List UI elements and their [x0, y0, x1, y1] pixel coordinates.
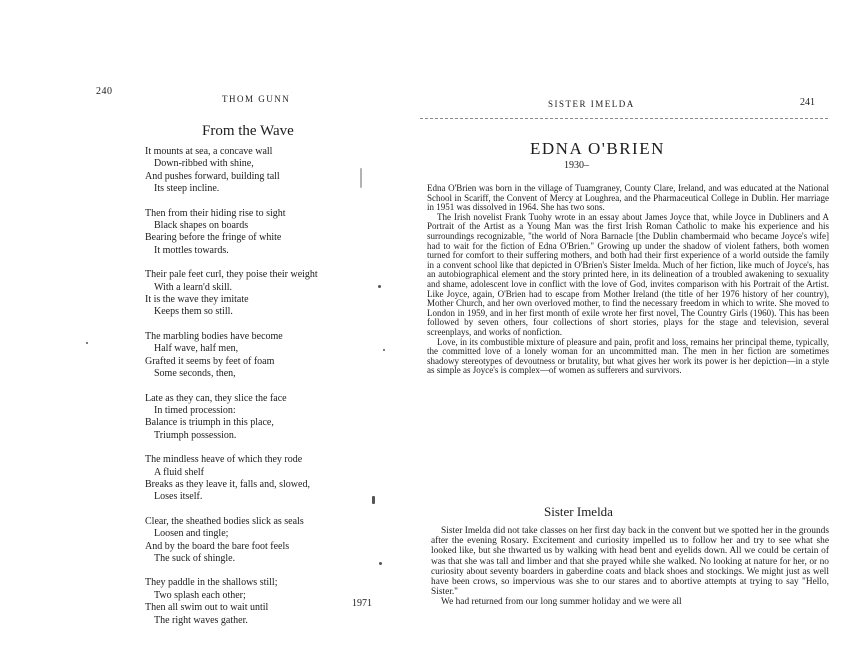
poem-body [145, 146, 350, 639]
gutter-speck [379, 562, 382, 565]
poem-line: The right waves gather. [154, 614, 248, 626]
poem-line: Bearing before the fringe of white [145, 232, 282, 244]
poem-line: Half wave, half men, [154, 343, 239, 355]
poem-line: Their pale feet curl, they poise their weight [145, 269, 318, 281]
author-dates: 1930– [564, 160, 589, 171]
poem-line: In timed procession: [154, 404, 236, 416]
poem-stanza [145, 146, 350, 196]
poem-stanza [145, 269, 350, 319]
poem-line: It mounts at sea, a concave wall [145, 146, 273, 157]
poem-line: Clear, the sheathed bodies slick as seals [145, 515, 304, 527]
left-page [0, 0, 410, 654]
poem-line: Balance is triumph in this place, [145, 417, 274, 429]
gutter-speck [86, 342, 88, 344]
poem-title: From the Wave [202, 123, 294, 139]
author-name: EDNA O'BRIEN [530, 139, 665, 158]
poem-line: Its steep incline. [154, 183, 220, 195]
gutter-speck [360, 168, 362, 188]
poem-year: 1971 [352, 598, 372, 609]
story-text [431, 526, 829, 608]
poem-line: The marbling bodies have become [145, 330, 283, 342]
poem-line: It is the wave they imitate [145, 294, 249, 306]
bio-paragraph: The Irish novelist Frank Tuohy wrote in an essay about James Joyce that, while Joyce in Dubliners and A Portrait of the Artist as a Young Man was the first Irish Roman Catholic to make his experience and his surroundings recognizable, "the world of Nora Barnacle [the Dublin chambermaid who became Joyce's wife] had to wait for the fiction of Edna O'Brien." Growing up under the shadow of violent fathers, both women turned for comfort to their suffering mothers, and both had their first experience of a world outside the family in a convent school like that depicted in O'Brien's Sister Imelda. Much of her fiction, like much of Joyce's, has an autobiographical element and the story printed here, in its delineation of a troubled awakening to sexuality and shame, adolescent love in conflict with the love of God, invites comparison with his Portrait of the Artist. Like Joyce, again, O'Brien had to escape from Mother Ireland (the title of her 1976 history of her country), Mother Church, and her own overloved mother, to find the necessary freedom in which to write. She moved to London in 1959, and in her first month of exile wrote her first novel, The Country Girls (1960). This has been followed by seven others, four collections of short stories, plays for the stage and television, several screenplays, and works of nonfiction. [427, 211, 829, 337]
poem-line: Triumph possession. [154, 429, 237, 441]
right-page [410, 0, 848, 654]
poem-stanza [145, 393, 350, 443]
poem-stanza [145, 208, 350, 258]
gutter-speck [378, 285, 381, 288]
bio-paragraph: Love, in its combustible mixture of pleasure and pain, profit and loss, remains her principal theme, typically, the committed love of a lonely woman for an uncommitted man. The men in her fiction are sometimes shadowy stereotypes of devoutness or brutality, but what gives her work its power is her depiction—in a style as simple as Joyce's is complex—of women as sufferers and survivors. [427, 336, 829, 376]
poem-line: Loosen and tingle; [154, 528, 229, 540]
running-head-left: THOM GUNN [222, 94, 291, 104]
story-paragraph: We had returned from our long summer holiday and we were all [441, 597, 682, 608]
gutter-speck [383, 349, 385, 351]
gutter-speck [372, 496, 375, 504]
poem-line: A fluid shelf [154, 466, 204, 478]
poem-line: Two splash each other; [154, 589, 246, 601]
page-number-left: 240 [96, 86, 113, 97]
poem-line: Keeps them so still. [154, 306, 233, 318]
poem-line: Loses itself. [154, 491, 203, 503]
poem-stanza [145, 454, 350, 504]
poem-line: They paddle in the shallows still; [145, 577, 278, 589]
poem-line: Late as they can, they slice the face [145, 392, 287, 404]
page-number-right: 241 [800, 97, 815, 108]
poem-line: And by the board the bare foot feels [145, 540, 290, 552]
poem-line: Breaks as they leave it, falls and, slowed, [145, 478, 310, 490]
poem-line: Grafted it seems by feet of foam [145, 355, 275, 367]
poem-stanza [145, 577, 350, 627]
poem-stanza [145, 516, 350, 566]
poem-stanza [145, 331, 350, 381]
poem-line: The mindless heave of which they rode [145, 454, 303, 466]
poem-line: Black shapes on boards [154, 220, 249, 232]
poem-line: Some seconds, then, [154, 368, 236, 380]
bio-paragraph: Edna O'Brien was born in the village of Tuamgraney, County Clare, Ireland, and was educated at the National School in Scariff, the Convent of Mercy at Loughrea, and the Pharmaceutical College in Dublin. Her marriage in 1951 was dissolved in 1964. She has two sons. [427, 183, 829, 213]
poem-line: Then from their hiding rise to sight [145, 207, 286, 219]
author-biography [427, 184, 829, 376]
header-rule [420, 118, 828, 119]
poem-line: With a learn'd skill. [154, 281, 233, 293]
running-head-right: SISTER IMELDA [548, 99, 635, 109]
poem-line: The suck of shingle. [154, 552, 236, 564]
poem-line: And pushes forward, building tall [145, 170, 280, 182]
poem-line: Then all swim out to wait until [145, 602, 269, 614]
poem-line: It mottles towards. [154, 244, 229, 256]
story-paragraph: Sister Imelda did not take classes on her first day back in the convent but we spotted her in the grounds after the evening Rosary. Excitement and curiosity impelled us to follow her and try to see what she looked like, but she thwarted us by walking with head bent and eyelids down. All we could be certain of was that she was tall and limber and that she prayed while she walked. No looking at nature for her, or no curiosity about seventy boarders in gaberdine coats and black shoes and stockings. We might just as well have been crows, so impervious was she to our stares and to abortive attempts at trying to say "Hello, Sister." [431, 526, 829, 598]
poem-line: Down-ribbed with shine, [154, 158, 254, 170]
story-title: Sister Imelda [544, 504, 613, 519]
